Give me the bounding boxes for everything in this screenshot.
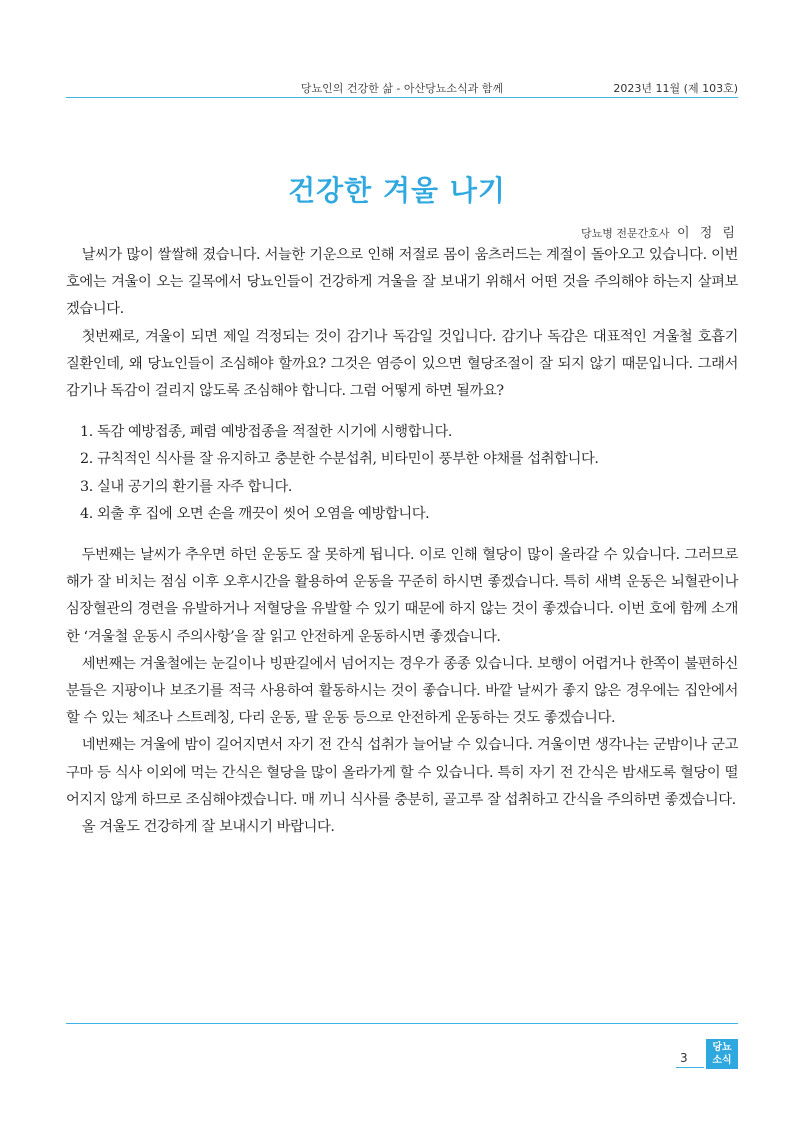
running-header xyxy=(66,80,738,98)
newsletter-logo xyxy=(706,1039,738,1069)
newsletter-series-title: 당뇨인의 건강한 삶 - 아산당뇨소식과 함께 xyxy=(300,82,503,95)
paragraph-closing: 올 겨울도 건강하게 잘 보내시기 바랍니다. xyxy=(81,819,335,836)
paragraph-second-point: 두번째는 날씨가 추우면 하던 운동도 잘 못하게 됩니다. 이로 인해 혈당이 많이 올라갈 수 있습니다. 그러므로 해가 잘 비치는 점심 이후 오후시간을 활용하여 운동을 꾸준히 하시면 좋겠습니다. 특히 새벽 운동은 뇌혈관이나 심장혈관의 경련을 유발하거나 저혈당을 유발할 수 있기 때문에 하지 않는 것이 좋겠습니다. 이번 호에 함께 소개한 ‘겨울철 운동시 주의사항’을 잘 읽고 안전하게 운동하시면 좋겠습니다. xyxy=(66,547,738,645)
paragraph-first-point: 첫번째로, 겨울이 되면 제일 걱정되는 것이 감기나 독감일 것입니다. 감기나 독감은 대표적인 겨울철 호흡기 질환인데, 왜 당뇨인들이 조심해야 할까요? 그것은 염증이 있으면 혈당조절이 잘 되지 않기 때문입니다. 그래서 감기나 독감이 걸리지 않도록 조심해야 합니다. 그럼 어떻게 하면 될까요? xyxy=(66,328,738,400)
paragraph-third-point: 세번째는 겨울철에는 눈길이나 빙판길에서 넘어지는 경우가 종종 있습니다. 보행이 어렵거나 한쪽이 불편하신 분들은 지팡이나 보조기를 적극 사용하여 활동하시는 것이 좋습니다. 바깥 날씨가 좋지 않은 경우에는 집안에서 할 수 있는 체조나 스트레칭, 다리 운동, 팔 운동 등으로 안전하게 운동하는 것도 좋겠습니다. xyxy=(66,655,738,727)
article-body xyxy=(66,242,738,841)
page-number: 3 xyxy=(680,1051,688,1065)
list-item: 1. 독감 예방접종, 폐렴 예방접종을 적절한 시기에 시행합니다. xyxy=(80,424,452,441)
issue-date: 2023년 11월 (제 103호) xyxy=(613,82,738,95)
logo-line-2: 소식 xyxy=(712,1055,732,1066)
author-name: 이 정 림 xyxy=(677,226,738,241)
flu-prevention-list xyxy=(66,419,738,528)
footer-divider xyxy=(66,1023,738,1024)
author-byline xyxy=(581,222,738,241)
header-divider xyxy=(66,97,738,98)
article-title: 건강한 겨울 나기 xyxy=(288,173,506,207)
list-item: 2. 규칙적인 식사를 잘 유지하고 충분한 수분섭취, 비타민이 풍부한 야채를 섭취합니다. xyxy=(80,451,599,468)
paragraph-fourth-point: 네번째는 겨울에 밤이 길어지면서 자기 전 간식 섭취가 늘어날 수 있습니다. 겨울이면 생각나는 군밤이나 군고구마 등 식사 이외에 먹는 간식은 혈당을 많이 올라가게 할 수 있습니다. 특히 자기 전 간식은 밤새도록 혈당이 떨어지지 않게 하므로 조심해야겠습니다. 매 끼니 식사를 충분히, 골고루 잘 섭취하고 간식을 주의하면 좋겠습니다. xyxy=(66,737,738,808)
paragraph-intro: 날씨가 많이 쌀쌀해 졌습니다. 서늘한 기운으로 인해 저절로 몸이 움츠러드는 계절이 돌아오고 있습니다. 이번 호에는 겨울이 오는 길목에서 당뇨인들이 건강하게 겨울을 잘 보내기 위해서 어떤 것을 주의해야 하는지 살펴보겠습니다. xyxy=(66,247,738,318)
logo-line-1: 당뇨 xyxy=(712,1042,732,1053)
author-role: 당뇨병 전문간호사 xyxy=(581,227,670,240)
list-item: 3. 실내 공기의 환기를 자주 합니다. xyxy=(80,478,293,495)
page-number-underline xyxy=(676,1067,704,1068)
list-item: 4. 외출 후 집에 오면 손을 깨끗이 씻어 오염을 예방합니다. xyxy=(80,505,430,522)
